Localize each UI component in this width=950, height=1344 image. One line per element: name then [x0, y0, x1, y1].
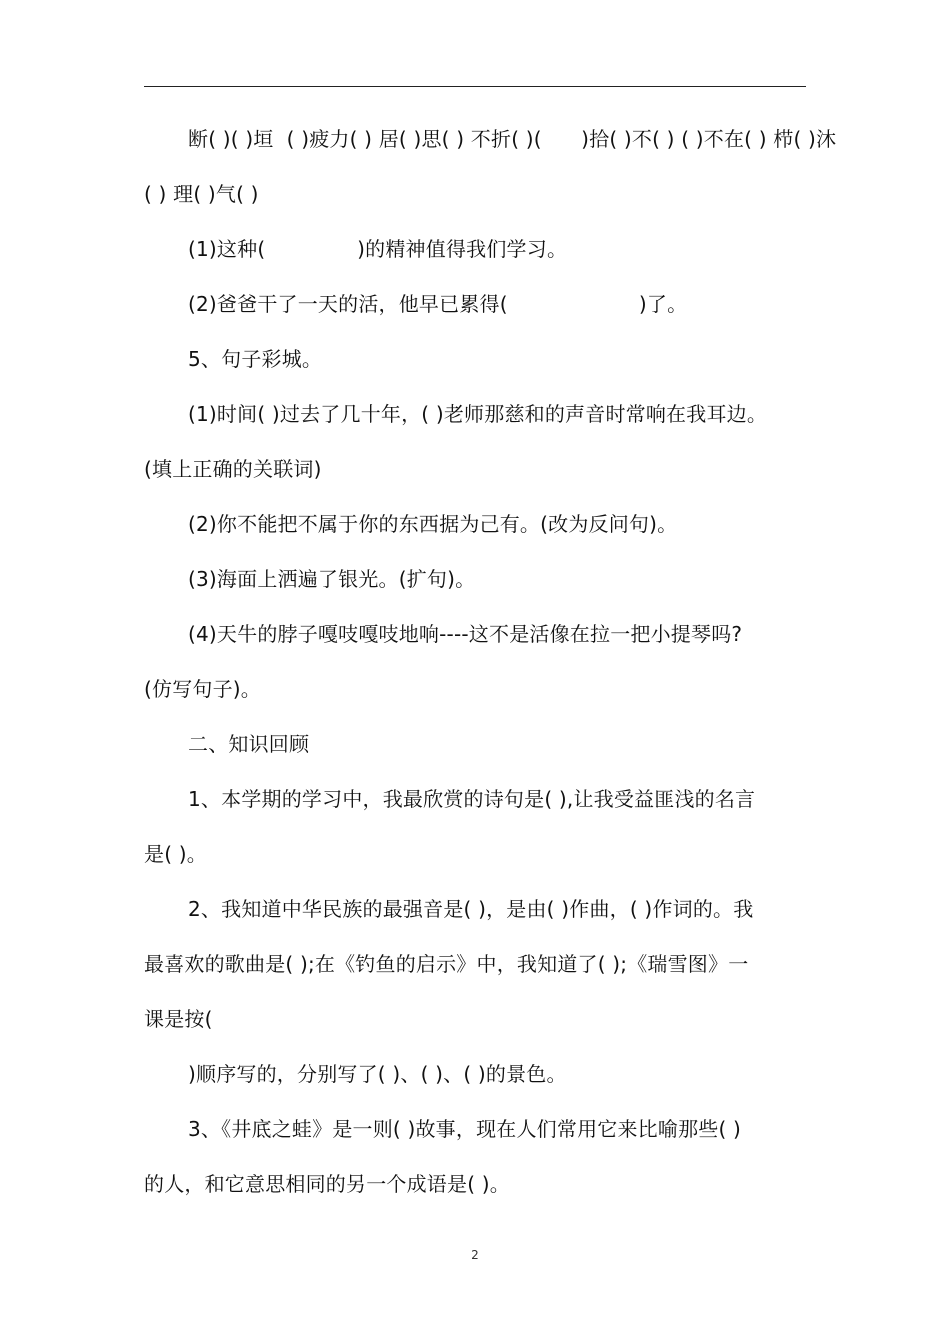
text-line: (2)你不能把不属于你的东西据为己有。(改为反问句)。	[188, 512, 678, 536]
section-heading: 二、知识回顾	[188, 732, 310, 756]
text-line: (1)这种( )的精神值得我们学习。	[188, 237, 568, 261]
text-line: (填上正确的关联词)	[144, 457, 322, 481]
document-body	[144, 112, 837, 1212]
page-number: 2	[471, 1248, 479, 1262]
text-line: 3、《井底之蛙》是一则( )故事，现在人们常用它来比喻那些( )	[188, 1117, 742, 1141]
text-line: (3)海面上洒遍了银光。(扩句)。	[188, 567, 476, 591]
text-line: 最喜欢的歌曲是( );在《钓鱼的启示》中，我知道了( );《瑞雪图》一	[144, 952, 749, 976]
text-line: 断( )( )垣 ( )疲力( ) 居( )思( ) 不折( )( )拾( )不( ) ( )不在( ) 栉( )沐	[188, 127, 837, 151]
text-line: (4)天牛的脖子嘎吱嘎吱地响----这不是活像在拉一把小提琴吗?	[188, 622, 743, 646]
text-line: 的人，和它意思相同的另一个成语是( )。	[144, 1172, 510, 1196]
text-line: 1、本学期的学习中，我最欣赏的诗句是( ),让我受益匪浅的名言	[188, 787, 756, 811]
section-heading: 5、句子彩城。	[188, 347, 323, 371]
text-line: )顺序写的，分别写了( )、( )、( )的景色。	[188, 1062, 567, 1086]
text-line: 是( )。	[144, 842, 207, 866]
text-line: ( ) 理( )气( )	[144, 182, 259, 206]
text-line: (1)时间( )过去了几十年，( )老师那慈和的声音时常响在我耳边。	[188, 402, 768, 426]
text-line: 2、我知道中华民族的最强音是( )，是由( )作曲，( )作词的。我	[188, 897, 754, 921]
text-line: (2)爸爸干了一天的活，他早已累得( )了。	[188, 292, 688, 316]
text-line: (仿写句子)。	[144, 677, 262, 701]
header-rule	[144, 86, 806, 87]
text-line: 课是按(	[144, 1007, 213, 1031]
